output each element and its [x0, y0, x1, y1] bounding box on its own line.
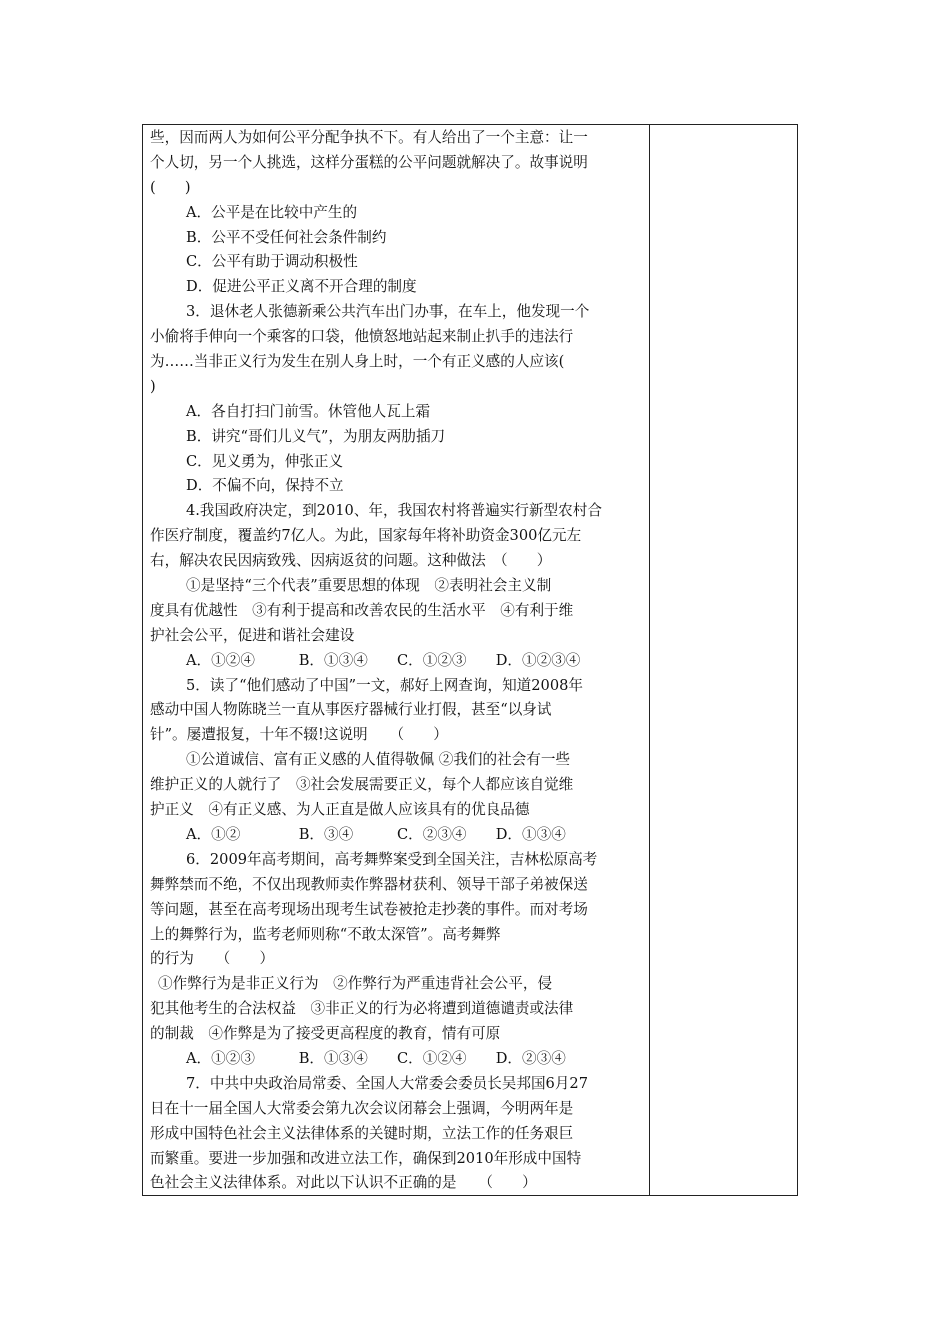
text-line: 而繁重。要进一步加强和改进立法工作，确保到2010年形成中国特 [150, 1149, 582, 1167]
text-line: 护正义 ④有正义感、为人正直是做人应该具有的优良品德 [150, 801, 530, 819]
answer-option-line: A．公平是在比较中产生的 [186, 203, 358, 221]
text-line: ①公道诚信、富有正义感的人值得敬佩 ②我们的社会有一些 [186, 751, 571, 769]
answer-option-line: A．①②③ B．①③④ C．①②④ D．②③④ [186, 1049, 566, 1067]
text-line: 小偷将手伸向一个乘客的口袋，他愤怒地站起来制止扒手的违法行 [150, 328, 574, 346]
text-line: 7．中共中央政治局常委、全国人大常委会委员长吴邦国6月27 [186, 1074, 588, 1092]
text-line: 感动中国人物陈晓兰一直从事医疗器械行业打假，甚至“以身试 [150, 701, 552, 719]
text-line: 维护正义的人就行了 ③社会发展需要正义，每个人都应该自觉维 [150, 776, 574, 794]
answer-option-line: A．①②④ B．①③④ C．①②③ D．①②③④ [186, 651, 581, 669]
text-line: 护社会公平，促进和谐社会建设 [150, 626, 355, 644]
question-text-cell [150, 126, 643, 1196]
text-line: 等问题，甚至在高考现场出现考生试卷被抢走抄袭的事件。而对考场 [150, 900, 588, 918]
text-line: 4.我国政府决定，到2010、年，我国农村将普遍实行新型农村合 [186, 502, 602, 520]
text-line: ①是坚持“三个代表”重要思想的体现 ②表明社会主义制 [186, 577, 552, 595]
text-line: 6．2009年高考期间，高考舞弊案受到全国关注，吉林松原高考 [186, 850, 598, 868]
text-line: 右，解决农民因病致残、因病返贫的问题。这种做法 （ ） [150, 552, 552, 570]
text-line: 日在十一届全国人大常委会第九次会议闭幕会上强调，今明两年是 [150, 1099, 574, 1117]
text-line: 些，因而两人为如何公平分配争执不下。有人给出了一个主意：让一 [150, 129, 588, 146]
answer-option-line: A．各自打扫门前雪。休管他人瓦上霜 [186, 402, 431, 420]
text-line: 作医疗制度，覆盖约7亿人。为此，国家每年将补助资金300亿元左 [150, 527, 582, 545]
text-line: 色社会主义法律体系。对此以下认识不正确的是 （ ） [150, 1174, 537, 1192]
answer-option-line: C．公平有助于调动积极性 [186, 253, 358, 271]
text-line: 3．退休老人张德新乘公共汽车出门办事，在车上，他发现一个 [186, 303, 590, 321]
text-line: ) [150, 377, 156, 395]
text-line: 的行为 （ ） [150, 950, 275, 968]
text-line: 犯其他考生的合法权益 ③非正义的行为必将遭到道德谴责或法律 [150, 1000, 574, 1018]
text-line: 度具有优越性 ③有利于提高和改善农民的生活水平 ④有利于维 [150, 601, 574, 619]
text-line: 上的舞弊行为，监考老师则称“不敢太深管”。高考舞弊 [150, 925, 501, 943]
answer-option-line: D．促进公平正义离不开合理的制度 [186, 278, 417, 296]
column-divider [649, 124, 650, 1196]
text-line: 舞弊禁而不绝，不仅出现教师卖作弊器材获利、领导干部子弟被保送 [150, 875, 588, 893]
text-line: 个人切，另一个人挑选，这样分蛋糕的公平问题就解决了。故事说明 [150, 153, 588, 171]
answer-option-line: D．不偏不向，保持不立 [186, 477, 344, 495]
answer-option-line: A．①② B．③④ C．②③④ D．①③④ [186, 825, 566, 843]
answer-option-line: B．讲究“哥们儿义气”，为朋友两肋插刀 [186, 427, 446, 445]
text-line: 为……当非正义行为发生在别人身上时，一个有正义感的人应该( [150, 353, 565, 371]
answer-option-line: C．见义勇为，伸张正义 [186, 452, 344, 470]
text-line: ( ) [150, 178, 191, 196]
answer-option-line: B．公平不受任何社会条件制约 [186, 228, 387, 246]
text-line: ①作弊行为是非正义行为 ②作弊行为严重违背社会公平，侵 [158, 975, 553, 993]
text-line: 5．读了“他们感动了中国”一文，郝好上网查询，知道2008年 [186, 676, 584, 694]
text-line: 的制裁 ④作弊是为了接受更高程度的教育，情有可原 [150, 1025, 501, 1043]
text-line: 形成中国特色社会主义法律体系的关键时期，立法工作的任务艰巨 [150, 1124, 574, 1142]
text-line: 针”。屡遭报复，十年不辍!这说明 （ ） [150, 726, 448, 744]
